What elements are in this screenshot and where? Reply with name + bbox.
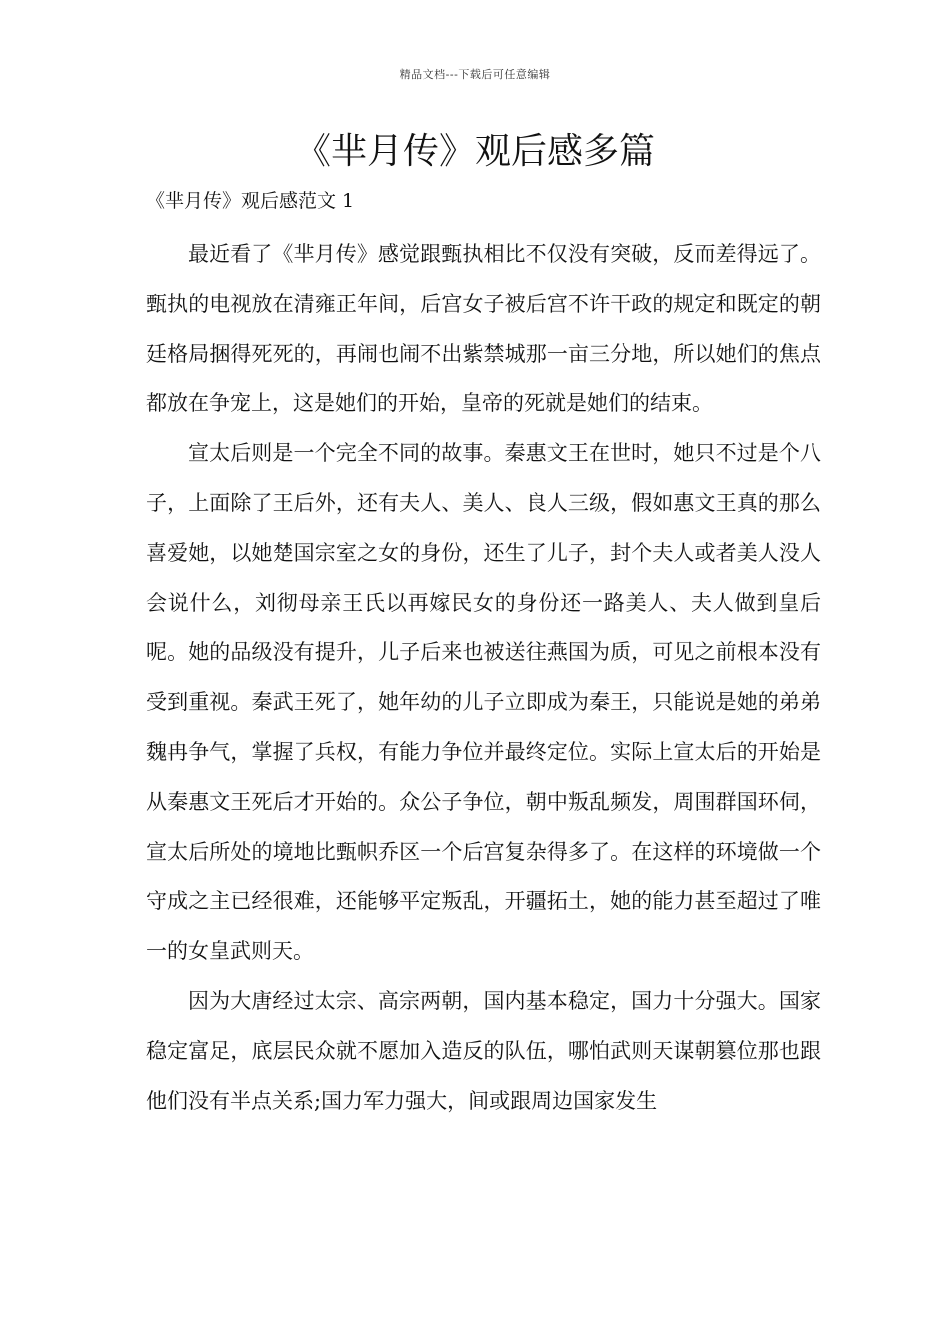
- paragraph: 因为大唐经过太宗、高宗两朝，国内基本稳定，国力十分强大。国家稳定富足，底层民众就不愿加入造反的队伍，哪怕武则天谋朝篡位那也跟他们没有半点关系;国力军力强大，间或跟周边国家发生: [146, 988, 821, 1113]
- section-subtitle: 《芈月传》观后感范文 1: [146, 190, 355, 212]
- document-title: 《芈月传》观后感多篇: [294, 131, 655, 172]
- body-text: [146, 230, 821, 1126]
- paragraph: 最近看了《芈月传》感觉跟甄执相比不仅没有突破，反而差得远了。甄执的电视放在清雍正年间，后宫女子被后宫不许干政的规定和既定的朝廷格局捆得死死的，再闹也闹不出紫禁城那一亩三分地，所以她们的焦点都放在争宠上，这是她们的开始，皇帝的死就是她们的结束。: [146, 242, 821, 416]
- header-note: 精品文档---下载后可任意编辑: [399, 68, 551, 81]
- paragraph: 宣太后则是一个完全不同的故事。秦惠文王在世时，她只不过是个八子，上面除了王后外，还有夫人、美人、良人三级，假如惠文王真的那么喜爱她，以她楚国宗室之女的身份，还生了儿子，封个夫人或者美人没人会说什么，刘彻母亲王氏以再嫁民女的身份还一路美人、夫人做到皇后呢。她的品级没有提升，儿子后来也被送往燕国为质，可见之前根本没有受到重视。秦武王死了，她年幼的儿子立即成为秦王，只能说是她的弟弟魏冉争气，掌握了兵权，有能力争位并最终定位。实际上宣太后的开始是从秦惠文王死后才开始的。众公子争位，朝中叛乱频发，周围群国环伺，宣太后所处的境地比甄帜乔区一个后宫复杂得多了。在这样的环境做一个守成之主已经很难，还能够平定叛乱，开疆拓土，她的能力甚至超过了唯一的女皇武则天。: [146, 441, 821, 964]
